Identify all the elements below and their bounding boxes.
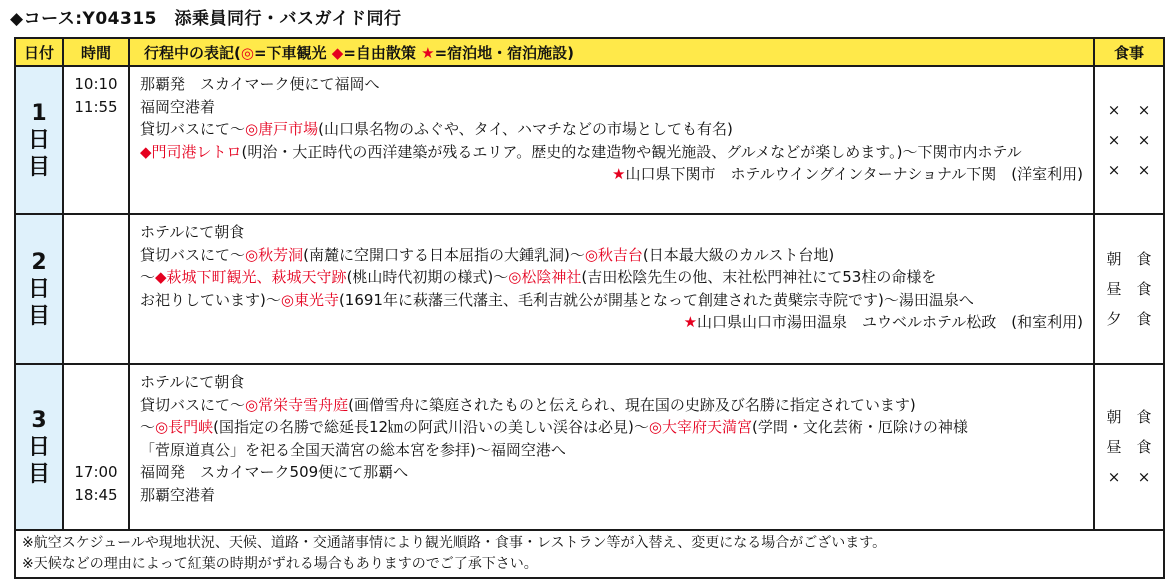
highlight-place: ◆萩城下町観光、萩城天守跡 [155, 268, 347, 286]
schedule-line [140, 244, 1083, 267]
legend-stay-text: =宿泊地・宿泊施設) [434, 43, 575, 62]
highlight-place: ◎秋芳洞 [245, 245, 304, 264]
meal-value: 昼 [1106, 280, 1122, 298]
meal-value: 食 [1136, 408, 1152, 426]
schedule-text: ホテルにて朝食 [140, 373, 245, 391]
day-char-1: 日 [27, 276, 50, 302]
highlight-place: ◎長門峡 [155, 418, 214, 436]
schedule-text: (日本最大級のカルスト台地) [642, 245, 835, 264]
legend-sight-text: =下車観光 [253, 43, 327, 62]
schedule-line [140, 96, 1083, 119]
schedule-text: 福岡発 スカイマーク509便にて那覇へ [140, 463, 409, 481]
schedule-line [140, 371, 1083, 394]
day-number: 2 [31, 249, 47, 275]
time-value [64, 439, 128, 462]
meal-row [1095, 155, 1163, 185]
schedule-line [140, 416, 1083, 439]
highlight-place: ◎松陰神社 [508, 268, 582, 286]
schedule-text: 「菅原道真公」を祀る全国天満宮の総本宮を参拝)〜福岡空港へ [140, 440, 566, 459]
schedule-text: 福岡空港着 [140, 97, 216, 116]
meal-value: 食 [1136, 250, 1152, 268]
day-number: 1 [31, 100, 47, 126]
meal-value: × [1107, 131, 1121, 149]
schedule-text: (山口県名物のふぐや、タイ、ハマチなどの市場としても有名) [318, 120, 733, 138]
meal-value: × [1107, 161, 1121, 179]
time-value: 11:55 [74, 97, 118, 116]
meal-value: 食 [1136, 438, 1152, 456]
meal-value: × [1107, 101, 1121, 119]
meal-value: 食 [1136, 310, 1152, 328]
highlight-place: ★ [683, 313, 698, 331]
schedule-text: 貸切バスにて〜 [140, 120, 246, 138]
day-label [15, 214, 63, 364]
day-label [15, 364, 63, 530]
time-value: 18:45 [74, 485, 118, 504]
header-time: 時間 [63, 38, 129, 66]
time-value [64, 371, 128, 394]
itinerary-table [14, 37, 1165, 579]
day-label [15, 66, 63, 214]
meal-value: 食 [1136, 280, 1152, 298]
schedule-line [140, 221, 1083, 244]
meal-row [1095, 304, 1163, 334]
schedule-text: 山口県山口市湯田温泉 ユウベルホテル松政 (和室利用) [697, 313, 1083, 331]
meal-value: × [1107, 468, 1121, 486]
meal-cell [1094, 364, 1164, 530]
meal-row [1095, 402, 1163, 432]
schedule-line [140, 484, 1083, 507]
course-title: ◆コース:Y04315 添乗員同行・バスガイド同行 [10, 9, 402, 29]
highlight-place: ◎大宰府天満宮 [648, 418, 752, 436]
note-line: ※天候などの理由によって紅葉の時期がずれる場合もありますのでご了承下さい。 [22, 556, 538, 572]
sight-symbol: ◎ [240, 43, 254, 62]
schedule-cell [129, 214, 1094, 364]
highlight-place: ★ [612, 165, 626, 183]
meal-cell [1094, 214, 1164, 364]
schedule-text: 那覇発 スカイマーク便にて福岡へ [140, 75, 380, 93]
meal-value: × [1137, 161, 1151, 179]
schedule-text: (国指定の名勝で総延長12㎞の阿武川沿いの美しい渓谷は必見)〜 [213, 418, 649, 436]
meal-value: × [1137, 131, 1151, 149]
day-number: 3 [31, 407, 47, 433]
meal-value: 昼 [1106, 438, 1122, 456]
day-char-2: 目 [27, 303, 50, 329]
schedule-cell [129, 66, 1094, 214]
schedule-text: 貸切バスにて〜 [140, 245, 246, 264]
schedule-text: (画僧雪舟に築庭されたものと伝えられ、現在国の史跡及び名勝に指定されています) [348, 395, 916, 414]
meal-row [1095, 462, 1163, 492]
meal-row [1095, 274, 1163, 304]
table-header-row [15, 38, 1164, 66]
schedule-line [140, 394, 1083, 417]
header-day: 日付 [15, 38, 63, 66]
schedule-text: (学問・文化芸術・厄除けの神様 [752, 418, 968, 436]
meal-row [1095, 95, 1163, 125]
schedule-text: (吉田松陰先生の他、末社松門神社にて53柱の命様を [581, 268, 937, 286]
notes-row [15, 530, 1164, 578]
day-row [15, 66, 1164, 214]
header-meal: 食事 [1094, 38, 1164, 66]
meal-row [1095, 244, 1163, 274]
time-value: 17:00 [74, 463, 118, 481]
time-cell [63, 364, 129, 530]
schedule-line [140, 439, 1083, 462]
meal-value: × [1137, 468, 1151, 486]
meal-row [1095, 432, 1163, 462]
schedule-text: 山口県下関市 ホテルウイングインターナショナル下関 (洋室利用) [625, 165, 1083, 183]
meal-value: 夕 [1106, 310, 1122, 328]
highlight-place: ◆門司港レトロ [140, 142, 242, 161]
schedule-text: (南麓に空開口する日本屈指の大鍾乳洞)〜 [303, 245, 585, 264]
note-line: ※航空スケジュールや現地状況、天候、道路・交通諸事情により観光順路・食事・レストラン等が入替え、変更になる場合がございます。 [22, 535, 887, 551]
schedule-text: 貸切バスにて〜 [140, 395, 246, 414]
meal-cell [1094, 66, 1164, 214]
walk-symbol: ◆ [331, 43, 344, 62]
legend-walk-text: =自由散策 [343, 43, 416, 62]
schedule-text: (1691年に萩藩三代藩主、毛利吉就公が開基となって創建された黄檗宗寺院です)〜湯田温泉へ [338, 290, 974, 309]
schedule-line [140, 163, 1083, 186]
header-legend [129, 38, 1094, 66]
day-char-2: 目 [27, 154, 50, 180]
schedule-line [140, 289, 1083, 312]
stay-symbol: ★ [421, 43, 435, 62]
time-cell [63, 66, 129, 214]
legend-prefix: 行程中の表記( [144, 43, 241, 62]
schedule-line [140, 73, 1083, 96]
itinerary-body [15, 66, 1164, 578]
schedule-text: ホテルにて朝食 [140, 223, 245, 241]
notes-cell [15, 530, 1164, 578]
schedule-text: (桃山時代初期の様式)〜 [346, 268, 509, 286]
schedule-line [140, 118, 1083, 141]
day-char-2: 目 [27, 461, 50, 487]
schedule-line [140, 461, 1083, 484]
schedule-text: (明治・大正時代の西洋建築が残るエリア。歴史的な建造物や観光施設、グルメなどが楽しめます。)〜下関市内ホテル [241, 142, 1022, 161]
highlight-place: ◎唐戸市場 [245, 120, 319, 138]
time-value: 10:10 [74, 75, 118, 93]
meal-value: 朝 [1106, 250, 1122, 268]
day-row [15, 364, 1164, 530]
meal-value: 朝 [1106, 408, 1122, 426]
highlight-place: ◎常栄寺雪舟庭 [245, 395, 349, 414]
schedule-cell [129, 364, 1094, 530]
time-value [64, 416, 128, 439]
highlight-place: ◎秋吉台 [584, 245, 643, 264]
schedule-line [140, 266, 1083, 289]
schedule-text: 〜 [140, 268, 156, 286]
schedule-text: お祀りしています)〜 [140, 290, 281, 309]
highlight-place: ◎東光寺 [280, 290, 339, 309]
time-value [64, 394, 128, 417]
meal-row [1095, 125, 1163, 155]
schedule-text: 〜 [140, 418, 156, 436]
schedule-text: 那覇空港着 [140, 485, 216, 504]
day-row [15, 214, 1164, 364]
schedule-line [140, 141, 1083, 164]
day-char-1: 日 [27, 127, 50, 153]
schedule-line [140, 311, 1083, 334]
time-cell [63, 214, 129, 364]
meal-value: × [1137, 101, 1151, 119]
day-char-1: 日 [27, 434, 50, 460]
